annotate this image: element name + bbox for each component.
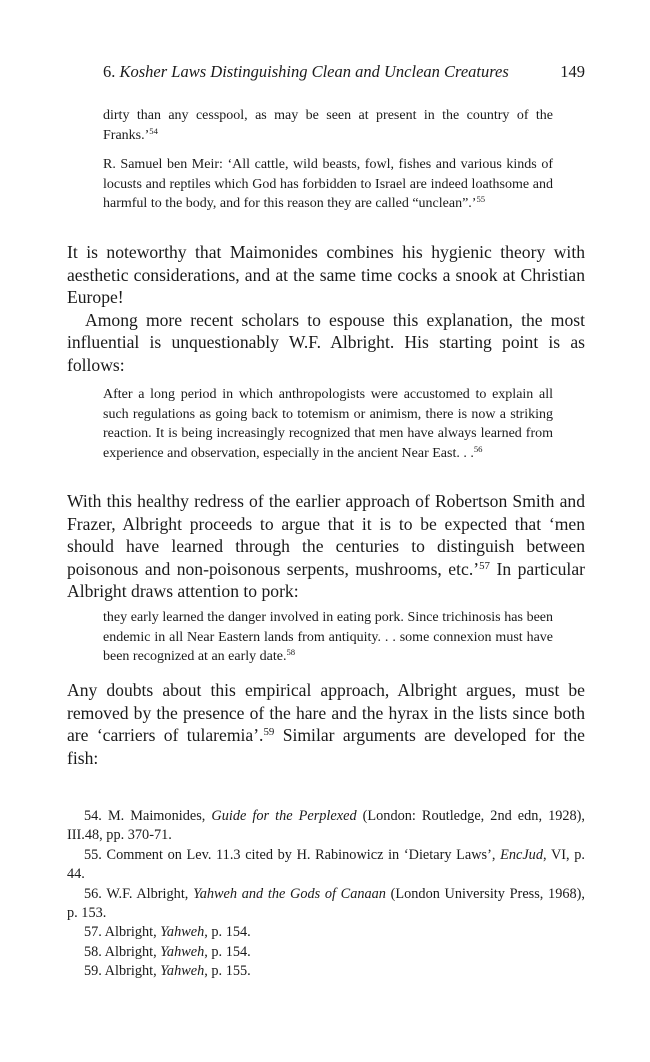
quote-text: they early learned the danger involved in eating pork. Since trichinosis has been endemic in all Near Eastern lands from antiquity. . . some connexion must have been recognized at an early date.	[103, 610, 553, 664]
paragraph: It is noteworthy that Maimonides combines his hygienic theory with aesthetic considerations, and at the same time cocks a snook at Christian Europe!	[67, 242, 585, 307]
footnote-57: 57. Albright, Yahweh, p. 154.	[84, 924, 251, 941]
block-quote-4	[103, 608, 553, 667]
quote-text: After a long period in which anthropologists were accustomed to explain all such regulations as going back to totemism or animism, there is now a striking reaction. It is being increasingly recognized that men have always learned from experience and observation, especially in the ancient Near East. . .	[103, 387, 553, 461]
footnote-ref: 56	[473, 443, 483, 454]
footnote-number: 54.	[84, 808, 102, 824]
footnote-ref: 54	[149, 125, 158, 136]
footnote-56: 56. W.F. Albright, Yahweh and the Gods of Canaan (London University Press, 1968), p. 153.	[67, 885, 585, 922]
chapter-number: 6.	[103, 62, 116, 81]
quote-text: dirty than any cesspool, as may be seen at present in the country of the Franks.’	[103, 108, 553, 143]
footnote-54: 54. M. Maimonides, Guide for the Perplexed (London: Routledge, 2nd edn, 1928), III.48, pp. 370-71.	[67, 808, 585, 844]
footnote-ref: 58	[286, 647, 296, 658]
footnote-ref: 59	[263, 726, 275, 738]
block-quote-3	[103, 385, 553, 463]
body-text-3	[67, 679, 585, 769]
footnote-number: 55.	[84, 846, 102, 863]
footnote-58: 58. Albright, Yahweh, p. 154.	[84, 943, 251, 960]
chapter-title: Kosher Laws Distinguishing Clean and Unclean Creatures	[119, 62, 509, 81]
paragraph-text: In particular Albright draws attention to pork:	[67, 558, 585, 601]
paragraph-text: Similar arguments are developed for the fish:	[67, 725, 585, 768]
footnote-number: 56.	[84, 885, 102, 902]
footnote-ref: 57	[479, 559, 490, 572]
footnote-59: 59. Albright, Yahweh, p. 155.	[84, 963, 251, 980]
running-header	[103, 62, 585, 82]
body-text-1	[67, 241, 585, 376]
work-title: EncJud	[500, 846, 543, 863]
footnote-55: 55. Comment on Lev. 11.3 cited by H. Rabinowicz in ‘Dietary Laws’, EncJud, VI, p. 44.	[67, 846, 585, 883]
footnote-ref: 55	[476, 194, 486, 205]
chapter-heading	[103, 62, 509, 82]
block-quote-1	[103, 106, 553, 145]
quote-text: R. Samuel ben Meir: ‘All cattle, wild beasts, fowl, fishes and various kinds of locusts and reptiles which God has forbidden to Israel are indeed loathsome and harmful to the body, and for this reason they are called “unclean”.’	[103, 157, 553, 211]
paragraph-text: With this healthy redress of the earlier approach of Robertson Smith and Frazer, Albright proceeds to argue that it is to be expected that ‘men should have learned through the centuries to distinguish between poisonous and non-poisonous serpents, mushrooms, etc.’	[67, 491, 585, 579]
work-title: Yahweh and the Gods of Canaan	[193, 885, 386, 902]
work-title: Yahweh	[160, 963, 205, 980]
page-number: 149	[560, 62, 585, 81]
work-title: Yahweh	[160, 924, 205, 941]
paragraph-text: Any doubts about this empirical approach, Albright argues, must be removed by the presence of the hare and the hyrax in the lists since both are ‘carriers of tularemia’.	[67, 680, 585, 745]
block-quote-2	[103, 155, 553, 214]
work-title: Guide for the Perplexed	[211, 808, 357, 824]
work-title: Yahweh	[160, 943, 205, 960]
footnote-number: 58.	[84, 943, 102, 960]
footnotes	[67, 807, 585, 982]
footnote-number: 59.	[84, 963, 102, 980]
footnote-number: 57.	[84, 924, 102, 941]
body-text-2	[67, 490, 585, 603]
paragraph: Among more recent scholars to espouse this explanation, the most influential is unquestionably W.F. Albright. His starting point is as follows:	[67, 309, 585, 375]
